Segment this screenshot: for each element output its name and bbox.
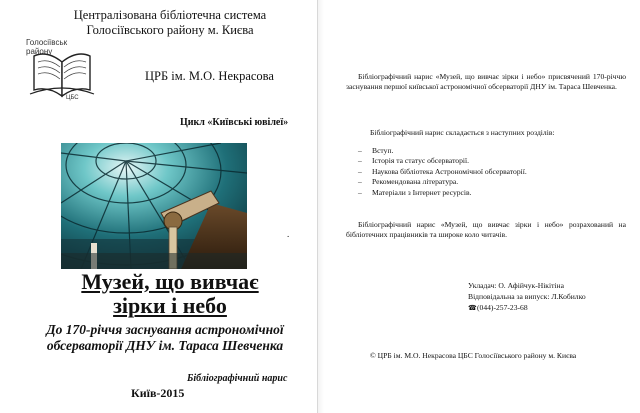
phone-number: (044)-257-23-68 [477,303,528,312]
bullet-dash: – [358,146,362,155]
organization-name [40,8,300,38]
bullet-dash: – [358,177,362,187]
sections-intro: Бібліографічний нарис складається з наступних розділів: [370,128,555,137]
closing-paragraph: Бібліографічний нарис «Музей, що вивчає зірки і небо» розрахований на бібліотечних працівників та широке коло читачів. [346,220,626,239]
section-label: Матеріали з Інтернет ресурсів. [372,187,472,197]
city-year: Київ-2015 [131,386,185,400]
section-label: Вступ. [372,146,394,155]
phone-line [468,302,586,314]
copyright-line: © ЦРБ ім. М.О. Некрасова ЦБС Голосіївського району м. Києва [370,351,577,360]
section-label: Рекомендована література. [372,177,459,187]
genre-label: Бібліографічний нарис [187,373,288,384]
list-item [358,167,618,177]
responsible-line: Відповідальна за випуск: Л.Кобилко [468,292,586,301]
page-fold-shadow [318,0,324,413]
bullet-dash: – [358,156,362,166]
stray-mark: . [287,229,290,239]
section-label: Історія та статус обсерваторії. [372,156,470,166]
list-item [358,188,618,198]
observatory-dome-photo [61,143,247,269]
logo-text-top-line-2: району [26,47,53,56]
logo-text-top-line-1: Голосіївськ [26,38,68,47]
sections-list [358,146,618,198]
subtitle-line-1: До 170-річчя заснування астрономічної [46,322,284,337]
bullet-dash: – [358,187,362,197]
title-line-1: Музей, що вивчає [81,269,259,294]
section-label: Наукова бібліотека Астрономічної обсерваторії. [372,166,527,176]
bullet-dash: – [358,166,362,176]
list-item [358,146,618,156]
credits-block [468,280,586,314]
telescope-dome-image [61,143,247,269]
intro-paragraph: Бібліографічний нарис «Музей, що вивчає зірки і небо» присвячений 170-річчю заснування першої київської астрономічної обсерваторії ДНУ ім. Тараса Шевченка. [346,72,626,91]
logo-text-top [26,38,67,56]
organization-line-1: Централізована бібліотечна система [73,8,267,22]
subtitle-line-2: обсерваторії ДНУ ім. Тараса Шевченка [46,338,284,353]
compiler-line: Укладач: О. Афійчук-Нікітіна [468,281,564,290]
title-line-2: зірки і небо [113,293,227,318]
logo-text-bottom: ЦБС [66,95,79,101]
list-item [358,177,618,187]
library-name: ЦРБ ім. М.О. Некрасова [145,69,274,83]
organization-line-2: Голосіївського району м. Києва [86,23,254,37]
list-item [358,156,618,166]
phone-icon: ☎ [468,304,477,312]
cycle-label: Цикл «Київські ювілеї» [180,117,289,128]
